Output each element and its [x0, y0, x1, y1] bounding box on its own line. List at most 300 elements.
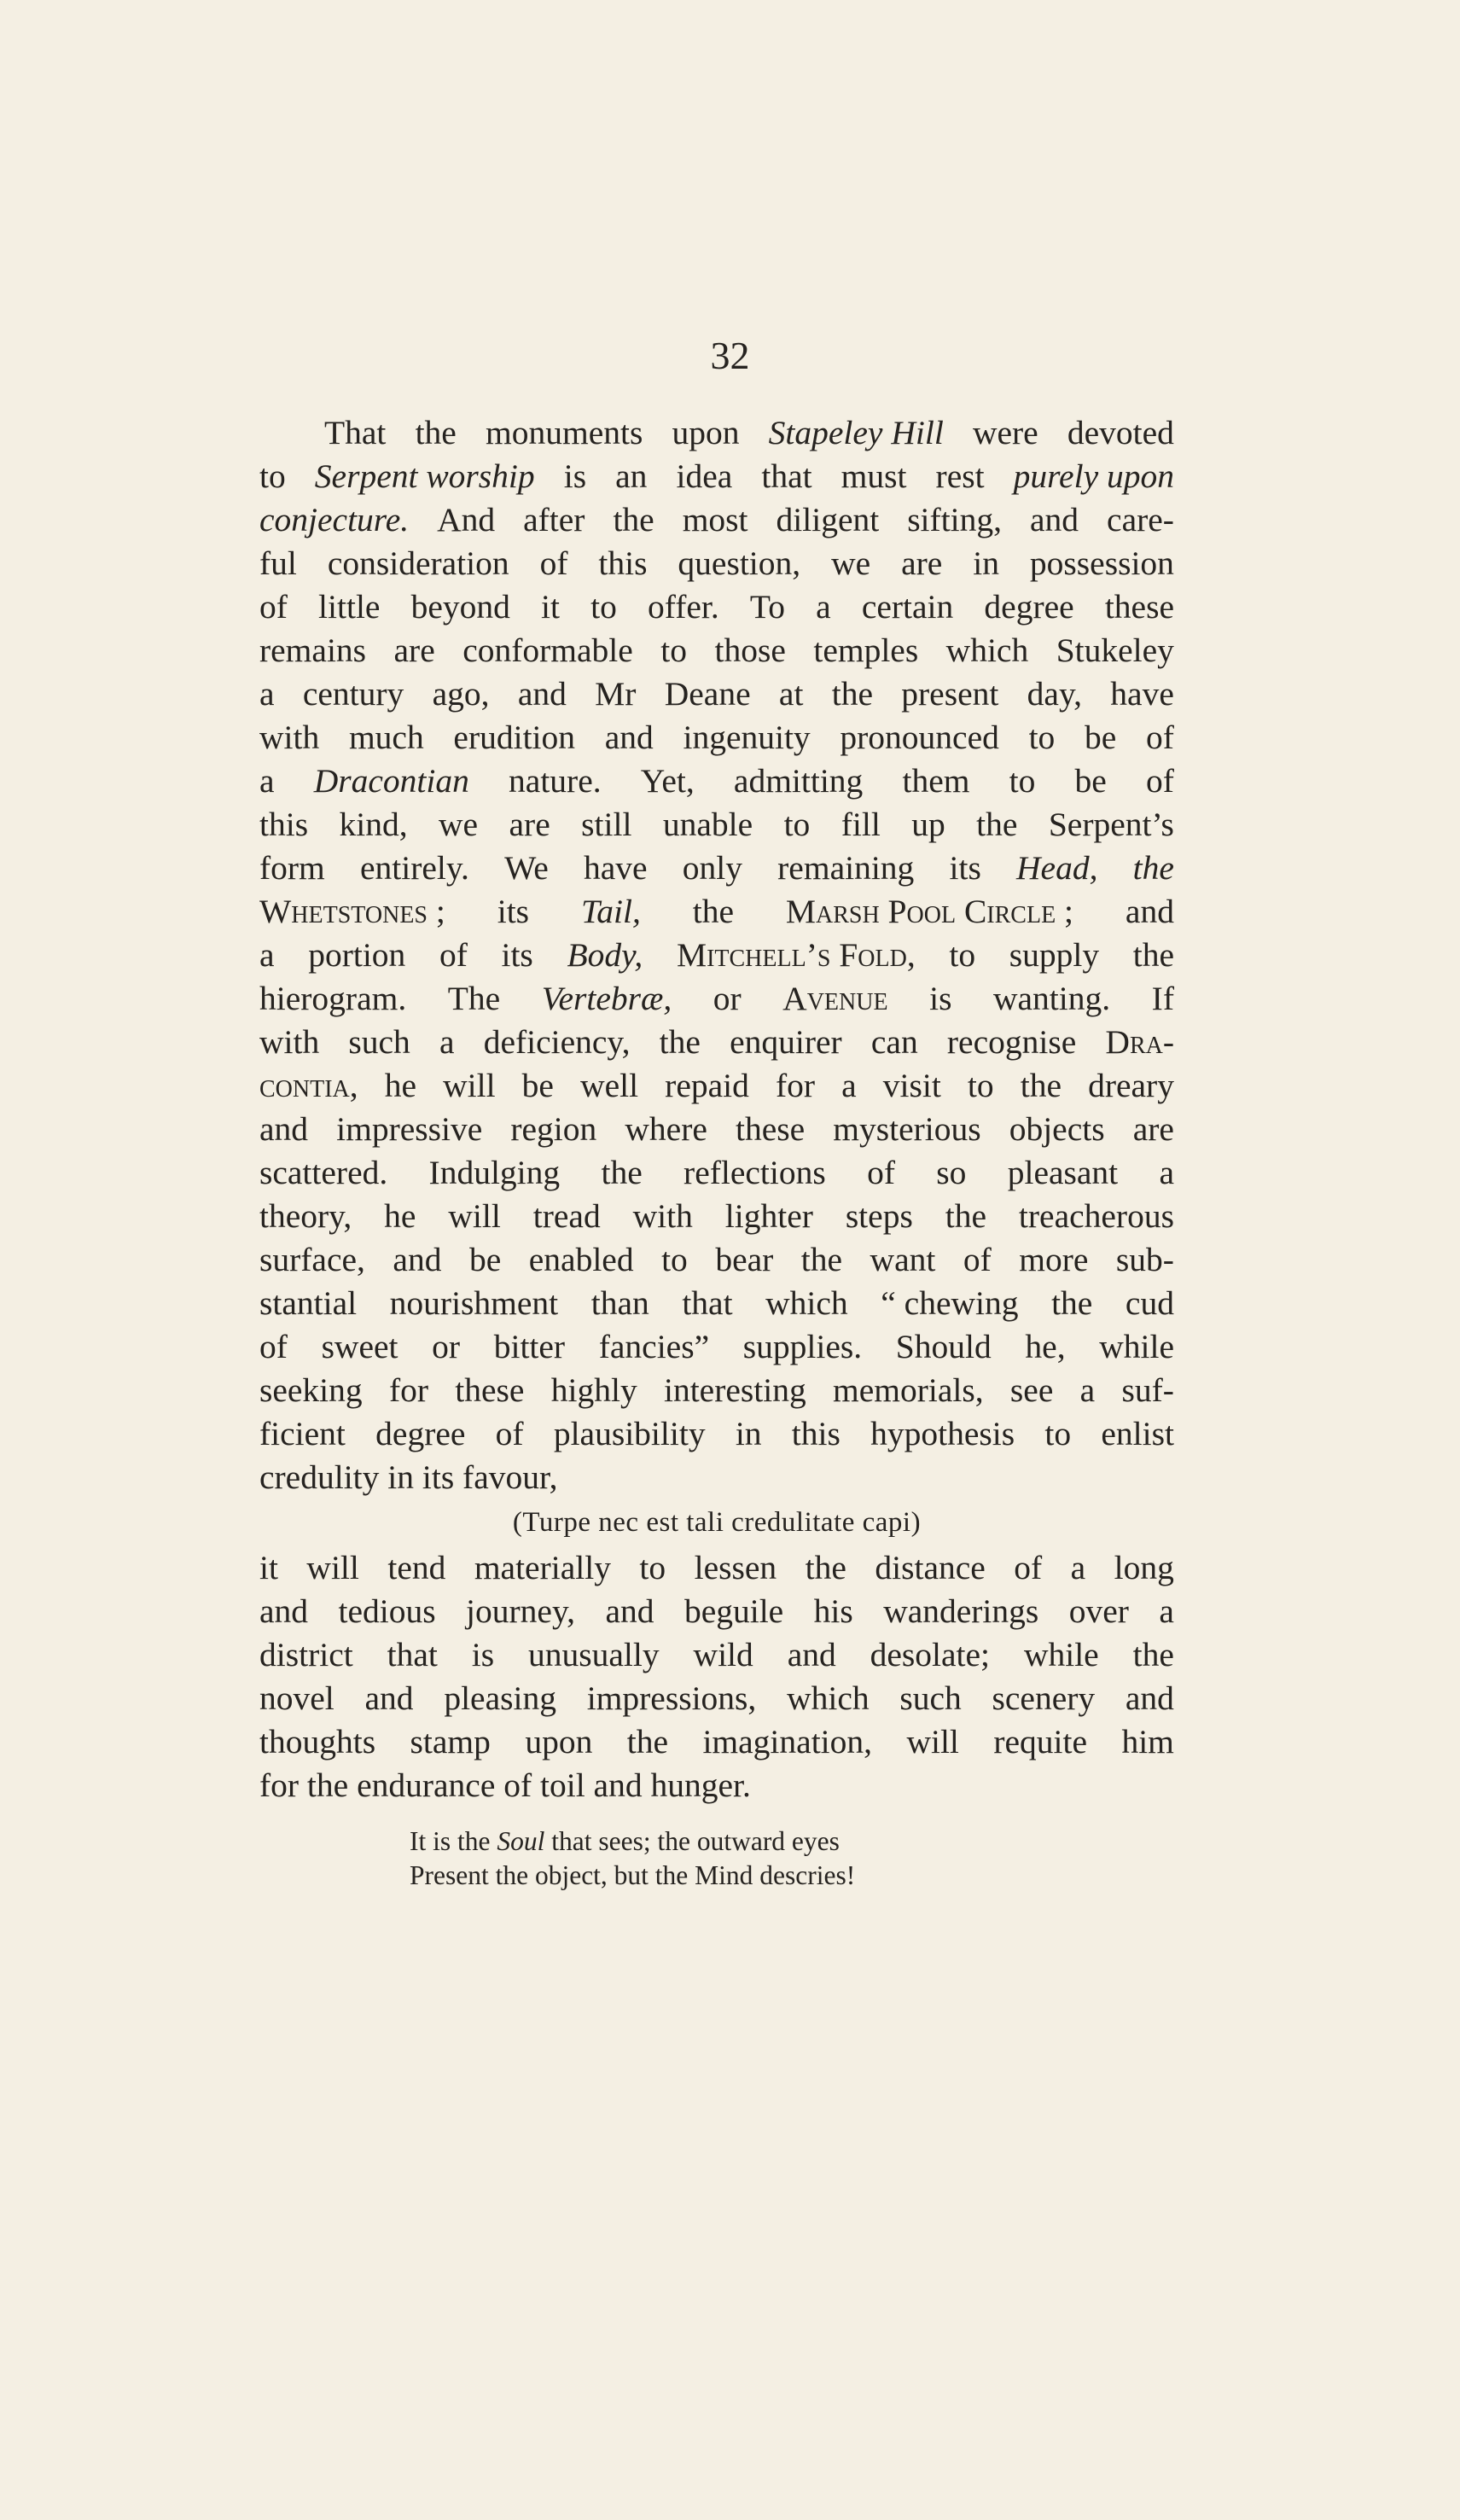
word: question,	[678, 544, 801, 582]
word: a	[259, 936, 275, 974]
word: a	[841, 1067, 857, 1104]
word: to	[783, 806, 811, 843]
word: his	[813, 1592, 853, 1630]
word: these	[735, 1110, 806, 1148]
paragraph-line-17	[259, 1108, 1174, 1151]
verse-line-1	[410, 1825, 1174, 1859]
paragraph-line-14	[259, 977, 1174, 1021]
paragraph-line-19	[259, 1195, 1174, 1238]
word: Yet,	[640, 762, 695, 800]
word: the	[692, 893, 734, 930]
word: the	[1020, 1067, 1062, 1104]
word: it	[541, 588, 560, 626]
continuation-line-6	[259, 1764, 1174, 1807]
word: and	[517, 675, 567, 713]
paragraph-line-8	[259, 716, 1174, 759]
word: will	[448, 1197, 501, 1235]
continuation-line-2	[259, 1590, 1174, 1633]
word: erudition	[453, 719, 576, 756]
word: entirely.	[359, 849, 469, 887]
paragraph-line-6	[259, 629, 1174, 672]
word: in	[735, 1415, 762, 1452]
paragraph-line-10	[259, 803, 1174, 847]
word: lighter	[724, 1197, 813, 1235]
word: it	[259, 1549, 278, 1586]
word: ago,	[432, 675, 490, 713]
word: those	[714, 631, 786, 669]
word: temples	[813, 631, 919, 669]
verse-text: Soul	[497, 1826, 545, 1856]
word: supplies.	[742, 1328, 863, 1365]
paragraph-line-2	[259, 455, 1174, 498]
word: long	[1114, 1549, 1174, 1586]
word: contia,	[259, 1067, 358, 1104]
word: and	[393, 1241, 442, 1278]
word: form	[259, 849, 325, 887]
word: of	[439, 936, 468, 974]
word: these	[455, 1371, 525, 1409]
word: have	[583, 849, 648, 887]
word: is	[929, 980, 952, 1017]
word: he	[384, 1067, 417, 1104]
word: interesting	[663, 1371, 806, 1409]
word: repaid	[665, 1067, 749, 1104]
word: this	[791, 1415, 841, 1452]
word: bear	[715, 1241, 774, 1278]
word: diligent	[776, 501, 880, 538]
verse-line-2	[410, 1859, 1174, 1893]
word: plausibility	[553, 1415, 706, 1452]
word: day,	[1027, 675, 1082, 713]
word: must	[841, 457, 907, 495]
word: stamp	[410, 1723, 491, 1761]
word: devoted	[1067, 414, 1174, 451]
continuation-line-1	[259, 1546, 1174, 1590]
word: is	[471, 1636, 495, 1673]
word: a	[259, 762, 275, 800]
word: and	[604, 719, 654, 756]
word: a	[816, 588, 831, 626]
paragraph-line-22	[259, 1325, 1174, 1369]
word: scattered.	[259, 1154, 388, 1191]
word: certain	[861, 588, 954, 626]
word: more	[1019, 1241, 1089, 1278]
word: of	[259, 1328, 288, 1365]
word: want	[870, 1241, 936, 1278]
word: nature.	[509, 762, 602, 800]
body-text	[259, 411, 1174, 1893]
word: or	[432, 1328, 461, 1365]
word: the	[1132, 849, 1174, 887]
word: still	[581, 806, 632, 843]
word: have	[1110, 675, 1174, 713]
word: the	[415, 414, 457, 451]
word: Indulging	[428, 1154, 561, 1191]
word: and	[1030, 501, 1079, 538]
verse-text: Present the object, but the Mind descries!	[410, 1860, 856, 1890]
word: to	[259, 457, 286, 495]
word: which	[787, 1679, 870, 1717]
word: can	[870, 1023, 918, 1061]
word: enabled	[528, 1241, 634, 1278]
word: thoughts	[259, 1723, 376, 1761]
word: stantial	[259, 1284, 358, 1322]
word: ful	[259, 544, 297, 582]
paragraph-line-25	[259, 1456, 1174, 1499]
word: admitting	[733, 762, 864, 800]
latin-quotation: (Turpe nec est tali credulitate capi)	[512, 1507, 922, 1538]
word: requite	[993, 1723, 1088, 1761]
word: theory,	[259, 1197, 352, 1235]
word: to	[1009, 762, 1036, 800]
word: treacherous	[1018, 1197, 1174, 1235]
word: monuments	[486, 414, 643, 451]
paragraph-line-21	[259, 1282, 1174, 1325]
word: most	[682, 501, 748, 538]
word: rest	[935, 457, 985, 495]
word: conjecture.	[259, 501, 410, 538]
word: be	[1085, 719, 1117, 756]
word: which	[945, 631, 1029, 669]
word: highly	[550, 1371, 637, 1409]
paragraph-line-18	[259, 1151, 1174, 1195]
word: mysterious	[833, 1110, 981, 1148]
word: of	[495, 1415, 524, 1452]
word: desolate;	[870, 1636, 991, 1673]
word: and	[259, 1110, 309, 1148]
word: to	[661, 1241, 688, 1278]
word: that	[761, 457, 812, 495]
word: tedious	[338, 1592, 436, 1630]
word: materially	[474, 1549, 611, 1586]
word: only	[682, 849, 742, 887]
word: with	[259, 719, 320, 756]
word: wild	[693, 1636, 753, 1673]
word: and	[605, 1592, 654, 1630]
word: tend	[387, 1549, 446, 1586]
word: Avenue	[782, 980, 888, 1017]
word: he	[384, 1197, 416, 1235]
word: and	[787, 1636, 836, 1673]
word: little	[318, 588, 381, 626]
word: reflections	[683, 1154, 826, 1191]
word: recognise	[946, 1023, 1077, 1061]
word: sifting,	[907, 501, 1003, 538]
word: such	[348, 1023, 410, 1061]
word: the	[601, 1154, 643, 1191]
word: fill	[841, 806, 881, 843]
word: of	[539, 544, 568, 582]
word: a	[1070, 1549, 1086, 1586]
word: cud	[1125, 1284, 1174, 1322]
word: and	[1125, 893, 1174, 930]
word: pleasing	[444, 1679, 556, 1717]
continuation-line-3	[259, 1633, 1174, 1677]
word: upon	[672, 414, 740, 451]
word: is	[563, 457, 587, 495]
word: will	[906, 1723, 959, 1761]
word: Mr	[595, 675, 637, 713]
word: see	[1009, 1371, 1054, 1409]
word: dreary	[1088, 1067, 1174, 1104]
paragraph-line-5	[259, 585, 1174, 629]
word: That	[324, 414, 387, 451]
paragraph-line-12	[259, 890, 1174, 934]
word: wanting.	[993, 980, 1111, 1017]
paragraph-continuation	[259, 1546, 1174, 1807]
word: that	[682, 1284, 733, 1322]
word: lessen	[694, 1549, 777, 1586]
word: Dra-	[1105, 1023, 1174, 1061]
word: to	[660, 631, 688, 669]
word: purely upon	[1013, 457, 1174, 495]
word: for	[388, 1371, 429, 1409]
word: than	[590, 1284, 649, 1322]
word: are	[1132, 1110, 1174, 1148]
word: where	[625, 1110, 707, 1148]
word: the	[1132, 1636, 1174, 1673]
word: remains	[259, 631, 367, 669]
word: portion	[308, 936, 406, 974]
word: are	[901, 544, 943, 582]
word: imagination,	[702, 1723, 873, 1761]
word: Mitchell’s Fold,	[676, 936, 916, 974]
word: over	[1068, 1592, 1129, 1630]
word: of	[259, 588, 288, 626]
word: a	[259, 675, 275, 713]
word: to	[639, 1549, 666, 1586]
word: a	[1159, 1154, 1174, 1191]
word: pronounced	[840, 719, 999, 756]
paragraph-line-1	[259, 411, 1174, 455]
word: bitter	[493, 1328, 566, 1365]
paragraph-line-15	[259, 1021, 1174, 1064]
word: ficient	[259, 1415, 346, 1452]
word: possession	[1029, 544, 1174, 582]
word: of	[1146, 762, 1174, 800]
word: enquirer	[730, 1023, 842, 1061]
word: The	[447, 980, 501, 1017]
word: visit	[882, 1067, 941, 1104]
word: If	[1151, 980, 1174, 1017]
word: such	[899, 1679, 962, 1717]
word: much	[348, 719, 424, 756]
word: at	[778, 675, 804, 713]
word: “ chewing	[881, 1284, 1019, 1322]
word: Body,	[567, 936, 643, 974]
word: remaining	[777, 849, 915, 887]
word: hierogram.	[259, 980, 407, 1017]
word: scenery	[992, 1679, 1096, 1717]
word: care-	[1107, 501, 1174, 538]
word: the	[800, 1241, 843, 1278]
word: sub-	[1115, 1241, 1174, 1278]
word: Should	[895, 1328, 992, 1365]
word: to	[1028, 719, 1056, 756]
word: were	[972, 414, 1038, 451]
word: we	[439, 806, 479, 843]
word: To	[749, 588, 785, 626]
word: kind,	[339, 806, 408, 843]
word: the	[626, 1723, 669, 1761]
word: consideration	[327, 544, 509, 582]
word: and	[1125, 1679, 1174, 1717]
word: objects	[1009, 1110, 1105, 1148]
word: distance	[875, 1549, 986, 1586]
word: will	[306, 1549, 359, 1586]
word: credulity in its favour,	[259, 1458, 558, 1496]
word: for	[775, 1067, 816, 1104]
paragraph-line-13	[259, 934, 1174, 977]
word: nourishment	[389, 1284, 559, 1322]
word: of	[1014, 1549, 1043, 1586]
word: district	[259, 1636, 353, 1673]
word: while	[1023, 1636, 1099, 1673]
paragraph-line-3	[259, 498, 1174, 542]
word: suf-	[1121, 1371, 1174, 1409]
word: a	[439, 1023, 455, 1061]
word: the	[805, 1549, 846, 1586]
word: impressions,	[586, 1679, 757, 1717]
word: an	[615, 457, 648, 495]
word: We	[504, 849, 549, 887]
word: the	[613, 501, 654, 538]
word: of	[867, 1154, 895, 1191]
word: Tail,	[580, 893, 641, 930]
word: be	[468, 1241, 502, 1278]
word: this	[598, 544, 648, 582]
word: its	[497, 893, 530, 930]
paragraph-line-4	[259, 542, 1174, 585]
word: upon	[525, 1723, 593, 1761]
word: deficiency,	[483, 1023, 631, 1061]
word: him	[1121, 1723, 1174, 1761]
word: its	[501, 936, 533, 974]
word: while	[1099, 1328, 1174, 1365]
word: Whetstones ;	[259, 893, 445, 930]
word: be	[1074, 762, 1107, 800]
word: for the endurance of toil and hunger.	[259, 1766, 751, 1804]
word: hypothesis	[870, 1415, 1015, 1452]
word: conformable	[462, 631, 633, 669]
word: so	[936, 1154, 967, 1191]
word: with	[632, 1197, 693, 1235]
word: memorials,	[833, 1371, 984, 1409]
word: in	[973, 544, 999, 582]
paragraph-line-9	[259, 759, 1174, 803]
word: supply	[1009, 936, 1100, 974]
paragraph-line-11	[259, 847, 1174, 890]
word: steps	[845, 1197, 913, 1235]
word: unusually	[528, 1636, 660, 1673]
word: Marsh Pool Circle ;	[785, 893, 1074, 930]
word: of	[1146, 719, 1174, 756]
word: Serpent worship	[314, 457, 535, 495]
paragraph-line-16	[259, 1064, 1174, 1108]
word: that	[387, 1636, 438, 1673]
word: century	[302, 675, 404, 713]
word: are	[509, 806, 550, 843]
word: the	[659, 1023, 701, 1061]
main-paragraph	[259, 411, 1174, 1499]
word: impressive	[336, 1110, 483, 1148]
word: them	[902, 762, 970, 800]
word: he,	[1025, 1328, 1066, 1365]
page-number: 32	[710, 334, 750, 377]
word: enlist	[1101, 1415, 1174, 1452]
word: And	[437, 501, 496, 538]
word: novel	[259, 1679, 334, 1717]
word: to	[1044, 1415, 1072, 1452]
word: to	[590, 588, 617, 626]
word: after	[523, 501, 585, 538]
word: seeking	[259, 1371, 363, 1409]
continuation-line-4	[259, 1677, 1174, 1720]
continuation-line-5	[259, 1720, 1174, 1764]
word: the	[1132, 936, 1174, 974]
word: beguile	[683, 1592, 784, 1630]
word: pleasant	[1007, 1154, 1119, 1191]
word: or	[713, 980, 742, 1017]
word: are	[393, 631, 435, 669]
word: degree	[984, 588, 1074, 626]
word: unable	[662, 806, 753, 843]
paragraph-line-24	[259, 1412, 1174, 1456]
word: of	[963, 1241, 992, 1278]
word: to	[967, 1067, 994, 1104]
word: its	[949, 849, 981, 887]
word: Serpent’s	[1048, 806, 1174, 843]
word: these	[1104, 588, 1174, 626]
word: journey,	[466, 1592, 576, 1630]
word: the	[976, 806, 1018, 843]
word: up	[911, 806, 945, 843]
word: a	[1159, 1592, 1174, 1630]
word: Deane	[664, 675, 751, 713]
word: Stapeley Hill	[768, 414, 944, 451]
verse-text: that sees; the outward eyes	[544, 1826, 840, 1856]
paragraph-line-7	[259, 672, 1174, 716]
word: with	[259, 1023, 320, 1061]
paragraph-line-23	[259, 1369, 1174, 1412]
word: Stukeley	[1056, 631, 1174, 669]
word: a	[1079, 1371, 1096, 1409]
word: will	[443, 1067, 496, 1104]
word: ingenuity	[683, 719, 811, 756]
word: the	[831, 675, 873, 713]
verse-text: It is the	[410, 1826, 497, 1856]
word: and	[364, 1679, 414, 1717]
word: be	[521, 1067, 554, 1104]
word: well	[580, 1067, 639, 1104]
word: region	[510, 1110, 597, 1148]
word: we	[831, 544, 871, 582]
word: Dracontian	[313, 762, 469, 800]
word: fancies”	[598, 1328, 710, 1365]
word: surface,	[259, 1241, 365, 1278]
word: wanderings	[883, 1592, 1039, 1630]
word: tread	[532, 1197, 601, 1235]
word: to	[949, 936, 976, 974]
paragraph-line-20	[259, 1238, 1174, 1282]
word: the	[1051, 1284, 1093, 1322]
word: sweet	[321, 1328, 398, 1365]
word: present	[901, 675, 999, 713]
word: which	[765, 1284, 848, 1322]
word: Vertebræ,	[541, 980, 672, 1017]
word: beyond	[410, 588, 510, 626]
word: and	[259, 1592, 309, 1630]
